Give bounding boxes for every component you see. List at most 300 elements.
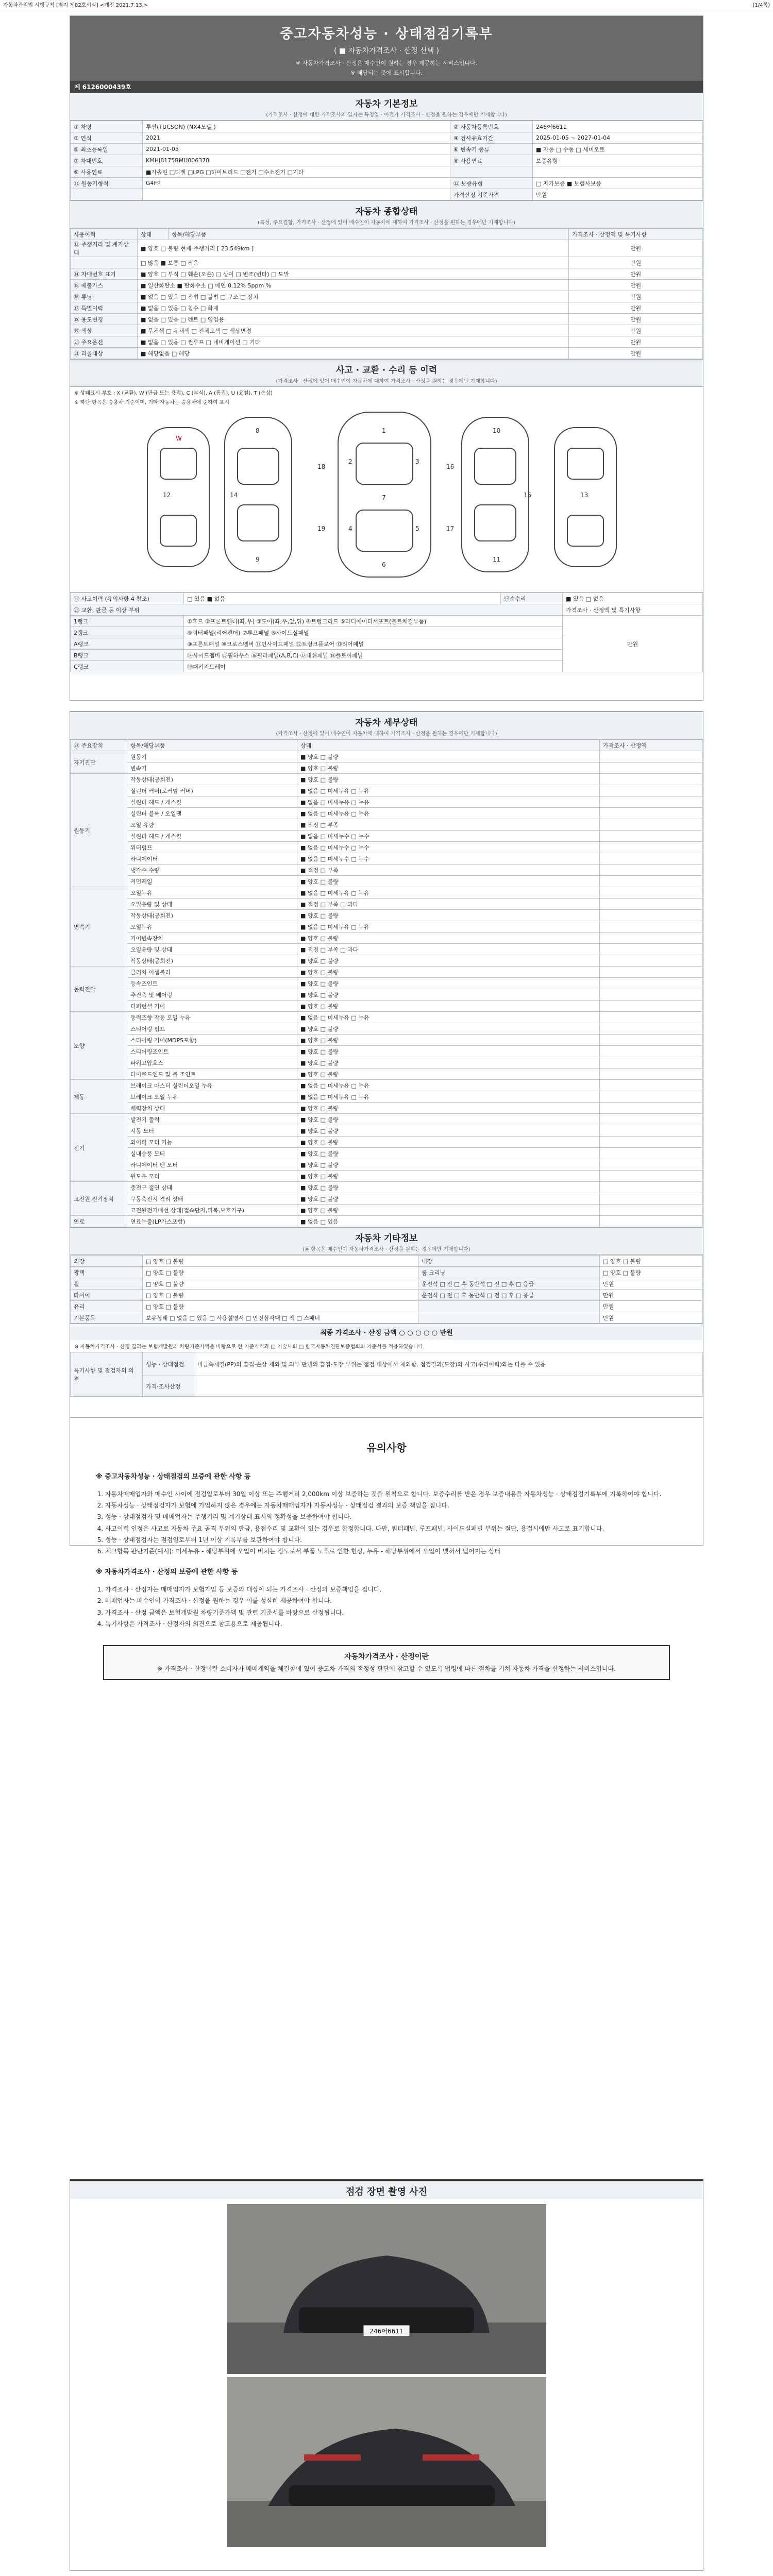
report-note-2: ※ 해당되는 곳에 표시합니다. <box>350 70 423 76</box>
detail-item-name: 작동상태(공회전) <box>127 910 297 921</box>
detail-row <box>71 1091 703 1103</box>
note-item: 2. 자동차성능 · 상태점검자가 보험에 가입하지 않은 경우에는 자동차매매업자가 자동차성능 · 상태점검 결과의 보증 책임을 집니다. <box>105 1500 677 1511</box>
detail-item-state: ■ 양호 □ 불량 <box>297 967 600 978</box>
page-indicator: (1/4쪽) <box>752 3 770 8</box>
basic-info-key-2: ⑫ 보증유형 <box>450 178 533 189</box>
detail-item-state: ■ 적정 □ 부족 <box>297 865 600 876</box>
etc-subheading: (※ 항목은 매수인이 자동차가격조사 · 산정을 원하는 경우에만 기재합니다) <box>70 1245 703 1255</box>
detail-item-price <box>600 853 703 865</box>
basic-info-value: ■가솔린 □디젤 □LPG □하이브리드 □전기 □수소전기 □기타 <box>143 166 450 178</box>
summary-key: ⑳ 주요옵션 <box>71 336 138 348</box>
summary-key: ⑭ 차대번호 표기 <box>71 268 138 280</box>
basic-info-value-2: 2025-01-05 ~ 2027-01-04 <box>533 132 703 144</box>
diagram-label-6: 6 <box>382 561 386 568</box>
detail-item-price <box>600 967 703 978</box>
detail-item-name: 실린더 커버(로커암 커버) <box>127 785 297 796</box>
summary-price: 만원 <box>569 268 703 280</box>
photo-rear-svg <box>227 2377 546 2547</box>
detail-item-price <box>600 887 703 899</box>
detail-item-price <box>600 865 703 876</box>
summary-key: ⑯ 튜닝 <box>71 291 138 302</box>
price-definition-title: 자동차가격조사 · 산정이란 <box>344 1652 429 1661</box>
summary-subheading: (특성, 주요결함, 가격조사 · 산정에 있어 매수인이 자동차에 대하여 가격조사 · 산정을 원하는 경우에만 기재합니다) <box>70 218 703 228</box>
detail-item-price <box>600 1001 703 1012</box>
etc-key: 광택 <box>71 1267 143 1278</box>
detail-row <box>71 933 703 944</box>
detail-item-price <box>600 1171 703 1182</box>
diagram-label-4: 4 <box>348 525 352 532</box>
summary-row <box>71 325 703 336</box>
etc-row <box>71 1278 703 1290</box>
detail-group-label: 자기진단 <box>71 751 127 774</box>
etc-value: □ 양호 □ 불량 <box>143 1301 418 1312</box>
price-definition-text: ※ 가격조사 · 산정이란 소비자가 매매계약을 체결함에 있어 중고차 가격의 적정성 판단에 참고할 수 있도록 법령에 따른 절차를 거쳐 자동차 가격을 산정하는 서비스입니다. <box>157 1665 616 1672</box>
note-item: 3. 가격조사 · 산정 금액은 보험개발원 차량기준가액 및 관련 기준서를 바탕으로 산정됩니다. <box>105 1607 677 1618</box>
rank-b-label: B랭크 <box>71 650 184 661</box>
detail-item-state: ■ 양호 □ 불량 <box>297 1103 600 1114</box>
basic-info-subheading: (가격조사 · 산정에 대한 가격조사의 일자는 특정일 · 이전가 가격조사 · 산정을 원하는 경우에만 기재합니다) <box>70 110 703 121</box>
note-item: 2. 매매업자는 매수인이 가격조사 · 산정을 원하는 경우 이를 성실히 제공하여야 합니다. <box>105 1595 677 1606</box>
basic-info-key: ① 차명 <box>71 121 143 132</box>
etc-key: 휠 <box>71 1278 143 1290</box>
detail-item-name: 연료누출(LP가스포함) <box>127 1216 297 1227</box>
detail-row <box>71 1069 703 1080</box>
detail-item-price <box>600 1035 703 1046</box>
basic-info-row <box>71 132 703 144</box>
detail-item-name: 실린더 블록 / 오일팬 <box>127 808 297 819</box>
accident-legend: ※ 상태표시 부호 : X (교환), W (판금 또는 용접), C (부식), A (흠집), U (요철), T (손상) <box>74 391 273 396</box>
report-subtitle: ( ■ 자동차가격조사 · 산정 선택 ) <box>333 47 440 55</box>
detail-item-name: 원동기 <box>127 751 297 762</box>
detail-item-state: ■ 없음 □ 미세누유 □ 누유 <box>297 808 600 819</box>
detail-item-state: ■ 양호 □ 불량 <box>297 1171 600 1182</box>
report-hero <box>70 16 703 81</box>
accident-price: 만원 <box>563 616 703 672</box>
note-item: 5. 성능 · 상태점검자는 점검일로부터 1년 이상 기록부를 보관하여야 합니다. <box>105 1534 677 1546</box>
detail-item-price <box>600 978 703 989</box>
rank-1-label: 1랭크 <box>71 616 184 627</box>
detail-row <box>71 1148 703 1159</box>
basic-info-value-2: 만원 <box>533 189 703 200</box>
etc-key-2: 내장 <box>418 1256 600 1267</box>
diagram-label-14: 14 <box>230 492 238 499</box>
detail-group-label: 동력전달 <box>71 967 127 1012</box>
detail-item-state: ■ 없음 □ 미세누유 □ 누유 <box>297 1080 600 1091</box>
detail-item-state: ■ 없음 □ 미세누유 □ 누유 <box>297 796 600 808</box>
detail-item-price <box>600 1205 703 1216</box>
detail-item-name: 타이로드엔드 및 볼 조인트 <box>127 1069 297 1080</box>
summary-value: ■ 없음 □ 있음 □ 침수 □ 화재 <box>138 302 569 314</box>
detail-row <box>71 910 703 921</box>
detail-item-price <box>600 1125 703 1137</box>
diagram-label-19: 19 <box>317 525 326 532</box>
etc-value: □ 양호 □ 불량 <box>143 1256 418 1267</box>
accident-history-value: □ 있음 ■ 없음 <box>184 593 501 604</box>
notes-section <box>70 1417 703 1701</box>
detail-row <box>71 831 703 842</box>
detail-row <box>71 989 703 1001</box>
detail-item-price <box>600 751 703 762</box>
diagram-label-18: 18 <box>317 463 326 470</box>
summary-value: ■ 없음 □ 있음 □ 렌트 □ 영업용 <box>138 314 569 325</box>
basic-info-heading: 자동차 기본정보 <box>70 93 703 110</box>
basic-info-key-2 <box>450 166 533 178</box>
etc-row <box>71 1312 703 1324</box>
detail-col-2: 상태 <box>297 740 600 751</box>
detail-item-state: ■ 양호 □ 불량 <box>297 1205 600 1216</box>
detail-item-state: ■ 양호 □ 불량 <box>297 910 600 921</box>
summary-price: 만원 <box>569 336 703 348</box>
detail-row <box>71 978 703 989</box>
inspection-photo-front <box>227 2204 546 2374</box>
detail-item-name: 윈도우 모터 <box>127 1171 297 1182</box>
rank-c-label: C랭크 <box>71 661 184 672</box>
summary-key: ⑱ 용도변경 <box>71 314 138 325</box>
basic-info-key: ⑪ 원동기형식 <box>71 178 143 189</box>
inspector-opinion: 비금속재질(PP)의 흠집·손상 제외 및 외부 판넬의 흠집·도장 부위는 점검 대상에서 제외함. 점검결과(도장)와 사고(수리이력)와는 다를 수 있음 <box>194 1352 703 1376</box>
diagram-label-15: 15 <box>524 492 532 499</box>
photo-front-svg <box>227 2204 546 2374</box>
summary-price: 만원 <box>569 314 703 325</box>
detail-row <box>71 1114 703 1125</box>
detail-item-state: ■ 양호 □ 불량 <box>297 1035 600 1046</box>
detail-item-state: ■ 양호 □ 불량 <box>297 933 600 944</box>
detail-row <box>71 1125 703 1137</box>
detail-item-state: ■ 없음 □ 미세누유 □ 누유 <box>297 785 600 796</box>
detail-subheading: (가격조사 · 산정에 있어 매수인이 자동차에 대하여 가격조사 · 산정을 원하는 경우에만 기재합니다) <box>70 729 703 739</box>
detail-item-price <box>600 1159 703 1171</box>
detail-item-price <box>600 876 703 887</box>
detail-item-price <box>600 1103 703 1114</box>
detail-row <box>71 808 703 819</box>
accident-history-label: ㉒ 사고이력 (유의사항 4 참조) <box>71 593 184 604</box>
basic-info-key: ③ 연식 <box>71 132 143 144</box>
detail-item-name: 오일유량 및 상태 <box>127 944 297 955</box>
detail-item-name: 오일유량 및 상태 <box>127 899 297 910</box>
diagram-label-7: 7 <box>382 494 386 501</box>
basic-info-key-2: ⑧ 사용연료 <box>450 155 533 166</box>
detail-item-price <box>600 955 703 967</box>
detail-table <box>70 739 703 1227</box>
rank-2-parts: ⑥쿼터패널(리어펜더) ⑦루프패널 ⑧사이드실패널 <box>184 627 563 638</box>
detail-item-name: 스티어링조인트 <box>127 1046 297 1057</box>
detail-item-name: 커먼레일 <box>127 876 297 887</box>
photo-plate: 246어6611 <box>369 2328 404 2335</box>
detail-item-state: ■ 양호 □ 불량 <box>297 751 600 762</box>
basic-info-key-2: ⑥ 변속기 종류 <box>450 144 533 155</box>
detail-item-state: ■ 양호 □ 불량 <box>297 955 600 967</box>
note-item: 4. 사고이력 인정은 사고로 자동차 주요 골격 부위의 판금, 용접수리 및 교환이 있는 경우로 한정합니다. 다만, 쿼터패널, 루프패널, 사이드실패널 부위는 절단, 용접시에만 사고로 표기합니다. <box>105 1523 677 1534</box>
detail-item-name: 냉각수 수량 <box>127 865 297 876</box>
detail-row <box>71 876 703 887</box>
summary-col-2: 항목/해당부품 <box>169 229 569 240</box>
rank-1-parts: ①후드 ②프론트휀더(좌,우) ③도어(좌,우,앞,뒤) ④트렁크리드 ⑤라디에이터서포트(볼트체결부품) <box>184 616 563 627</box>
report-title: 중고자동차성능 · 상태점검기록부 <box>280 26 493 42</box>
basic-info-value-2: 보증유형 <box>533 155 703 166</box>
basic-info-row <box>71 144 703 155</box>
form-header-strip <box>0 0 773 9</box>
accident-heading: 사고 · 교환 · 수리 등 이력 <box>70 359 703 377</box>
report-note-1: ※ 자동차가격조사 · 산정은 매수인이 원하는 경우 제공하는 서비스입니다. <box>295 60 478 66</box>
final-price: 최종 가격조사 · 산정 금액 ○ ○ ○ ○ ○ 만원 <box>70 1324 703 1340</box>
etc-heading: 자동차 기타정보 <box>70 1227 703 1245</box>
accident-subheading: (가격조사 · 산정에 있어 매수인이 자동차에 대하여 가격조사 · 산정을 원하는 경우에만 기재합니다) <box>70 377 703 387</box>
rank-2-label: 2랭크 <box>71 627 184 638</box>
etc-key-2: 룸 크리닝 <box>418 1267 600 1278</box>
detail-item-price <box>600 1057 703 1069</box>
inspector-opinion-label: 성능 · 상태점검 <box>143 1352 194 1376</box>
photos-heading: 점검 장면 촬영 사진 <box>70 2181 703 2199</box>
etc-table <box>70 1255 703 1324</box>
detail-item-price <box>600 933 703 944</box>
detail-item-name: 스티어링 기어(MDPS포함) <box>127 1035 297 1046</box>
detail-row <box>71 955 703 967</box>
detail-group-label: 조향 <box>71 1012 127 1080</box>
detail-row <box>71 774 703 785</box>
note-item: 3. 성능 · 상태점검자 및 매매업자는 주행거리 및 계기상태 표시의 정확성을 보증하여야 합니다. <box>105 1511 677 1522</box>
diagram-label-1: 1 <box>382 427 386 434</box>
detail-item-price <box>600 1148 703 1159</box>
detail-item-name: 구동축전지 격리 상태 <box>127 1193 297 1205</box>
basic-info-key-2: ② 자동차등록번호 <box>450 121 533 132</box>
detail-item-state: ■ 없음 □ 미세누유 □ 누유 <box>297 1012 600 1023</box>
detail-item-state: ■ 없음 □ 미세누유 □ 누유 <box>297 887 600 899</box>
diagram-label-9: 9 <box>256 556 260 563</box>
detail-item-name: 동력조향 작동 오일 누유 <box>127 1012 297 1023</box>
detail-item-name: 작동상태(공회전) <box>127 955 297 967</box>
special-notes-table <box>70 1352 703 1397</box>
detail-row <box>71 1216 703 1227</box>
accident-legend-2: ※ 하단 항목은 승용차 기준이며, 기타 자동차는 승용차에 준하여 표시 <box>74 400 229 405</box>
detail-row <box>71 853 703 865</box>
summary-row <box>71 291 703 302</box>
detail-row <box>71 751 703 762</box>
detail-item-price <box>600 1080 703 1091</box>
detail-row <box>71 1057 703 1069</box>
summary-price: 만원 <box>569 348 703 359</box>
basic-info-value: KMHJ8175BMU006378 <box>143 155 450 166</box>
detail-item-state: ■ 적정 □ 부족 □ 과다 <box>297 899 600 910</box>
detail-item-name: 고전원전기배선 상태(접속단자,피복,보호기구) <box>127 1205 297 1216</box>
detail-col-3: 가격조사 · 산정액 <box>600 740 703 751</box>
detail-item-price <box>600 1114 703 1125</box>
detail-item-price <box>600 989 703 1001</box>
detail-group-label: 제동 <box>71 1080 127 1114</box>
summary-price: 만원 <box>569 257 703 268</box>
summary-row <box>71 257 703 268</box>
detail-item-name: 변속기 <box>127 762 297 774</box>
detail-item-name: 실린더 헤드 / 개스킷 <box>127 831 297 842</box>
diagram-label-17: 17 <box>446 525 455 532</box>
etc-key-2 <box>418 1312 600 1324</box>
detail-row <box>71 842 703 853</box>
detail-group-label: 전기 <box>71 1114 127 1182</box>
summary-key: ⑮ 배출가스 <box>71 280 138 291</box>
basic-info-value-2: ■ 자동 □ 수동 □ 세미오토 <box>533 144 703 155</box>
etc-value-2: □ 양호 □ 불량 <box>600 1256 703 1267</box>
basic-info-value: G4FP <box>143 178 450 189</box>
basic-info-key: ⑨ 사용연료 <box>71 166 143 178</box>
detail-item-price <box>600 1012 703 1023</box>
summary-value: □ 많음 ■ 보통 □ 적음 <box>138 257 569 268</box>
detail-item-state: ■ 양호 □ 불량 <box>297 1023 600 1035</box>
detail-item-state: ■ 양호 □ 불량 <box>297 1193 600 1205</box>
detail-item-price <box>600 910 703 921</box>
summary-value: ■ 일산화탄소 ■ 탄화수소 □ 매연 0.12% 5ppm % <box>138 280 569 291</box>
summary-value: ■ 무채색 □ 유채색 □ 전체도색 □ 색상변경 <box>138 325 569 336</box>
note-item: 6. 체크항목 판단기준(예시): 미세누유 - 해당부위에 오일이 비치는 정도로서 부품 노후로 인한 현상, 누유 - 해당부위에서 오일이 맺혀서 떨어지는 상태 <box>105 1546 677 1557</box>
summary-price: 만원 <box>569 240 703 257</box>
etc-value-2: 만원 <box>600 1278 703 1290</box>
detail-row <box>71 1046 703 1057</box>
detail-item-name: 워터펌프 <box>127 842 297 853</box>
basic-info-row <box>71 166 703 178</box>
summary-col-1: 상태 <box>138 229 169 240</box>
basic-info-table <box>70 121 703 200</box>
detail-item-name: 실내송풍 모터 <box>127 1148 297 1159</box>
detail-item-state: ■ 양호 □ 불량 <box>297 1137 600 1148</box>
detail-item-state: ■ 없음 □ 미세누수 □ 누수 <box>297 831 600 842</box>
detail-row <box>71 967 703 978</box>
detail-item-price <box>600 1137 703 1148</box>
document-number: 제 6126000439호 <box>70 81 703 93</box>
detail-item-state: ■ 양호 □ 불량 <box>297 774 600 785</box>
detail-item-name: 브레이크 마스터 실린더오일 누유 <box>127 1080 297 1091</box>
summary-row <box>71 268 703 280</box>
note-item: 4. 특기사항은 가격조사 · 산정자의 의견으로 참고용으로 제공됩니다. <box>105 1618 677 1630</box>
diagram-label-12: 12 <box>163 492 171 499</box>
basic-info-value: 투싼(TUCSON) (NX4모델 ) <box>143 121 450 132</box>
detail-row <box>71 1193 703 1205</box>
summary-value: ■ 없음 □ 있음 □ 썬루프 □ 네비게이션 □ 기타 <box>138 336 569 348</box>
detail-item-state: ■ 양호 □ 불량 <box>297 989 600 1001</box>
notes-list-2 <box>96 1584 677 1630</box>
detail-row <box>71 1035 703 1046</box>
summary-col-0: 사용이력 <box>71 229 138 240</box>
etc-row <box>71 1256 703 1267</box>
note-item: 1. 가격조사 · 산정자는 매매업자가 보험가입 등 보증의 대상이 되는 가격조사 · 산정의 보증책임을 집니다. <box>105 1584 677 1595</box>
detail-item-state: ■ 양호 □ 불량 <box>297 762 600 774</box>
detail-row <box>71 819 703 831</box>
car-damage-diagram <box>70 407 703 592</box>
detail-item-price <box>600 1182 703 1193</box>
detail-item-name: 오일누유 <box>127 921 297 933</box>
diagram-mark-w: W <box>176 435 182 442</box>
summary-row <box>71 280 703 291</box>
detail-item-price <box>600 944 703 955</box>
detail-item-state: ■ 양호 □ 불량 <box>297 1182 600 1193</box>
detail-item-price <box>600 1046 703 1057</box>
rank-b-parts: ⑭사이드멤버 ⑮휠하우스 ⑯필러패널(A,B,C) ⑰대쉬패널 ⑱플로어패널 <box>184 650 563 661</box>
notes-list-1 <box>96 1488 677 1557</box>
summary-price: 만원 <box>569 291 703 302</box>
summary-col-3: 가격조사 · 산정액 및 특기사항 <box>569 229 703 240</box>
etc-value-2: 만원 <box>600 1301 703 1312</box>
detail-item-price <box>600 1091 703 1103</box>
etc-key-2: 운전석 □ 전 □ 후 동반석 □ 전 □ 후 □ 응급 <box>418 1290 600 1301</box>
detail-item-name: 기어변속장치 <box>127 933 297 944</box>
etc-key: 외장 <box>71 1256 143 1267</box>
detail-item-price <box>600 921 703 933</box>
diagram-label-10: 10 <box>493 427 501 434</box>
basic-info-value-2 <box>533 166 703 178</box>
summary-value: ■ 해당없음 □ 해당 <box>138 348 569 359</box>
diagram-label-16: 16 <box>446 463 455 470</box>
diagram-label-2: 2 <box>348 458 352 465</box>
detail-row <box>71 1137 703 1148</box>
summary-price: 만원 <box>569 325 703 336</box>
basic-info-value-2: 246어6611 <box>533 121 703 132</box>
detail-group-label: 고전원 전기장치 <box>71 1182 127 1216</box>
note-item: 1. 자동차매매업자와 매수인 사이에 점검일로부터 30일 이상 또는 주행거리 2,000km 이상 보증하는 것을 원칙으로 합니다. 보증수리를 받은 경우 보증내용을 자동차성능 · 상태점검기록부에 기록하여야 합니다. <box>105 1488 677 1500</box>
summary-key: ⑲ 색상 <box>71 325 138 336</box>
detail-item-name: 충전구 절연 상태 <box>127 1182 297 1193</box>
inspection-photo-rear <box>227 2377 546 2547</box>
detail-item-name: 클러치 어셈블리 <box>127 967 297 978</box>
detail-col-1: 항목/해당부품 <box>127 740 297 751</box>
detail-item-state: ■ 적정 □ 부족 □ 과다 <box>297 944 600 955</box>
detail-item-name: 오일누유 <box>127 887 297 899</box>
detail-item-name: 디퍼런셜 기어 <box>127 1001 297 1012</box>
page-3 <box>70 2179 703 2571</box>
detail-item-name: 스티어링 펌프 <box>127 1023 297 1035</box>
summary-row <box>71 314 703 325</box>
detail-item-name: 작동상태(공회전) <box>127 774 297 785</box>
etc-value: □ 양호 □ 불량 <box>143 1267 418 1278</box>
detail-item-price <box>600 842 703 853</box>
basic-info-value-2: □ 자가보증 ■ 보험사보증 <box>533 178 703 189</box>
diagram-label-11: 11 <box>493 556 501 563</box>
detail-row <box>71 1205 703 1216</box>
basic-info-key <box>71 189 143 200</box>
car-diagram-svg <box>70 407 703 592</box>
basic-info-value: 2021 <box>143 132 450 144</box>
etc-key: 기본품목 <box>71 1312 143 1324</box>
detail-row <box>71 944 703 955</box>
basic-info-key-2: 가격산정 기준가격 <box>450 189 533 200</box>
summary-value: ■ 없음 □ 있음 □ 적법 □ 불법 □ 구조 □ 장치 <box>138 291 569 302</box>
basic-info-key-2: ④ 검사유효기간 <box>450 132 533 144</box>
detail-item-state: ■ 없음 □ 있음 <box>297 1216 600 1227</box>
detail-row <box>71 1171 703 1182</box>
detail-item-state: ■ 양호 □ 불량 <box>297 876 600 887</box>
detail-row <box>71 785 703 796</box>
notes-heading: 유의사항 <box>366 1442 407 1454</box>
detail-item-state: ■ 없음 □ 미세누유 □ 누유 <box>297 1091 600 1103</box>
etc-row <box>71 1290 703 1301</box>
summary-row <box>71 336 703 348</box>
detail-row <box>71 762 703 774</box>
detail-item-price <box>600 1023 703 1035</box>
detail-item-name: 브레이크 오일 누유 <box>127 1091 297 1103</box>
etc-key-2: 운전석 □ 전 □ 후 동반석 □ 전 □ 후 □ 응급 <box>418 1278 600 1290</box>
detail-item-price <box>600 1069 703 1080</box>
diagram-label-13: 13 <box>580 492 589 499</box>
abnormal-part-note: 가격조사 · 산정액 및 특기사항 <box>563 604 703 616</box>
detail-item-state: ■ 양호 □ 불량 <box>297 1159 600 1171</box>
detail-heading: 자동차 세부상태 <box>70 711 703 729</box>
detail-item-name: 발전기 출력 <box>127 1114 297 1125</box>
etc-value-2: 만원 <box>600 1290 703 1301</box>
detail-group-label: 연료 <box>71 1216 127 1227</box>
etc-value: □ 양호 □ 불량 <box>143 1278 418 1290</box>
simple-repair-label: 단순수리 <box>501 593 563 604</box>
accident-table <box>70 592 703 672</box>
price-opinion-label: 가격·조사산정 <box>143 1376 194 1397</box>
detail-item-price <box>600 785 703 796</box>
basic-info-value <box>143 189 450 200</box>
detail-item-price <box>600 796 703 808</box>
